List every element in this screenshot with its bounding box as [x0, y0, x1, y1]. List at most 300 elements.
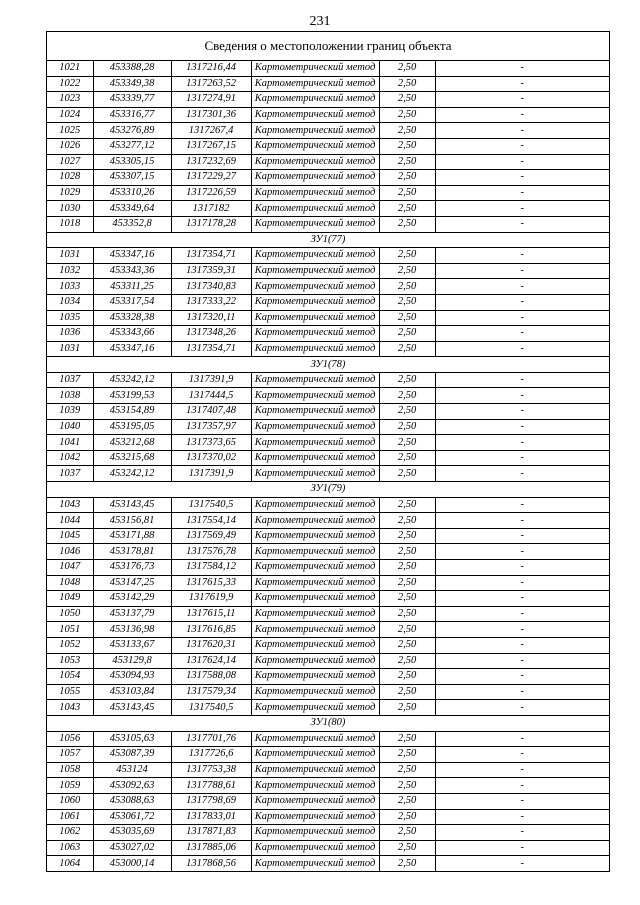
method-cell: Картометрический метод: [251, 825, 379, 841]
method-cell: Картометрический метод: [251, 326, 379, 342]
y-coordinate-cell: 1317263,52: [171, 76, 251, 92]
accuracy-cell: 2,50: [379, 294, 435, 310]
y-coordinate-cell: 1317885,06: [171, 840, 251, 856]
x-coordinate-cell: 453143,45: [93, 700, 171, 716]
x-coordinate-cell: 453339,77: [93, 92, 171, 108]
method-cell: Картометрический метод: [251, 435, 379, 451]
x-coordinate-cell: 453105,63: [93, 731, 171, 747]
y-coordinate-cell: 1317232,69: [171, 154, 251, 170]
y-coordinate-cell: 1317226,59: [171, 185, 251, 201]
note-cell: -: [435, 700, 609, 716]
accuracy-cell: 2,50: [379, 248, 435, 264]
note-cell: -: [435, 107, 609, 123]
point-number-cell: 1023: [47, 92, 93, 108]
note-cell: -: [435, 731, 609, 747]
page-number: 231: [309, 14, 331, 29]
point-number-cell: 1030: [47, 201, 93, 217]
y-coordinate-cell: 1317216,44: [171, 61, 251, 76]
note-cell: -: [435, 123, 609, 139]
x-coordinate-cell: 453133,67: [93, 637, 171, 653]
x-coordinate-cell: 453349,64: [93, 201, 171, 217]
method-cell: Картометрический метод: [251, 170, 379, 186]
table-row: [47, 138, 609, 154]
x-coordinate-cell: 453212,68: [93, 435, 171, 451]
y-coordinate-cell: 1317370,02: [171, 450, 251, 466]
x-coordinate-cell: 453156,81: [93, 513, 171, 529]
method-cell: Картометрический метод: [251, 700, 379, 716]
table-row: [47, 762, 609, 778]
accuracy-cell: 2,50: [379, 637, 435, 653]
y-coordinate-cell: 1317340,83: [171, 279, 251, 295]
accuracy-cell: 2,50: [379, 450, 435, 466]
x-coordinate-cell: 453347,16: [93, 248, 171, 264]
accuracy-cell: 2,50: [379, 92, 435, 108]
note-cell: -: [435, 856, 609, 871]
point-number-cell: 1031: [47, 341, 93, 357]
accuracy-cell: 2,50: [379, 622, 435, 638]
table-row: [47, 731, 609, 747]
table-row: [47, 294, 609, 310]
note-cell: -: [435, 216, 609, 232]
y-coordinate-cell: 1317579,34: [171, 684, 251, 700]
y-coordinate-cell: 1317726,6: [171, 747, 251, 763]
x-coordinate-cell: 453176,73: [93, 560, 171, 576]
x-coordinate-cell: 453316,77: [93, 107, 171, 123]
x-coordinate-cell: 453311,25: [93, 279, 171, 295]
note-cell: -: [435, 528, 609, 544]
table-row: [47, 76, 609, 92]
accuracy-cell: 2,50: [379, 809, 435, 825]
point-number-cell: 1060: [47, 793, 93, 809]
accuracy-cell: 2,50: [379, 123, 435, 139]
point-number-cell: 1042: [47, 450, 93, 466]
point-number-cell: 1027: [47, 154, 93, 170]
x-coordinate-cell: 453143,45: [93, 497, 171, 513]
accuracy-cell: 2,50: [379, 341, 435, 357]
table-row: [47, 201, 609, 217]
method-cell: Картометрический метод: [251, 76, 379, 92]
method-cell: Картометрический метод: [251, 762, 379, 778]
y-coordinate-cell: 1317333,22: [171, 294, 251, 310]
table-row: [47, 669, 609, 685]
table-row: [47, 61, 609, 76]
accuracy-cell: 2,50: [379, 419, 435, 435]
table-row: [47, 248, 609, 264]
x-coordinate-cell: 453305,15: [93, 154, 171, 170]
y-coordinate-cell: 1317320,11: [171, 310, 251, 326]
method-cell: Картометрический метод: [251, 560, 379, 576]
table-row: [47, 92, 609, 108]
table-row: [47, 653, 609, 669]
accuracy-cell: 2,50: [379, 684, 435, 700]
note-cell: -: [435, 747, 609, 763]
y-coordinate-cell: 1317615,11: [171, 606, 251, 622]
section-label: ЗУ1(77): [47, 232, 609, 248]
method-cell: Картометрический метод: [251, 294, 379, 310]
y-coordinate-cell: 1317620,31: [171, 637, 251, 653]
note-cell: -: [435, 825, 609, 841]
y-coordinate-cell: 1317868,56: [171, 856, 251, 871]
section-label: ЗУ1(80): [47, 715, 609, 731]
point-number-cell: 1032: [47, 263, 93, 279]
accuracy-cell: 2,50: [379, 372, 435, 388]
table-row: [47, 856, 609, 871]
point-number-cell: 1040: [47, 419, 93, 435]
y-coordinate-cell: 1317624,14: [171, 653, 251, 669]
accuracy-cell: 2,50: [379, 762, 435, 778]
accuracy-cell: 2,50: [379, 606, 435, 622]
point-number-cell: 1044: [47, 513, 93, 529]
accuracy-cell: 2,50: [379, 435, 435, 451]
table-row: [47, 575, 609, 591]
x-coordinate-cell: 453242,12: [93, 466, 171, 482]
point-number-cell: 1046: [47, 544, 93, 560]
table-row: [47, 466, 609, 482]
point-number-cell: 1024: [47, 107, 93, 123]
table-row: [47, 684, 609, 700]
table-row: [47, 170, 609, 186]
method-cell: Картометрический метод: [251, 279, 379, 295]
y-coordinate-cell: 1317615,33: [171, 575, 251, 591]
method-cell: Картометрический метод: [251, 404, 379, 420]
y-coordinate-cell: 1317359,31: [171, 263, 251, 279]
section-header-row: [47, 232, 609, 248]
accuracy-cell: 2,50: [379, 560, 435, 576]
accuracy-cell: 2,50: [379, 201, 435, 217]
method-cell: Картометрический метод: [251, 684, 379, 700]
accuracy-cell: 2,50: [379, 856, 435, 871]
method-cell: Картометрический метод: [251, 201, 379, 217]
y-coordinate-cell: 1317540,5: [171, 497, 251, 513]
x-coordinate-cell: 453215,68: [93, 450, 171, 466]
x-coordinate-cell: 453178,81: [93, 544, 171, 560]
note-cell: -: [435, 793, 609, 809]
note-cell: -: [435, 61, 609, 76]
y-coordinate-cell: 1317833,01: [171, 809, 251, 825]
method-cell: Картометрический метод: [251, 513, 379, 529]
point-number-cell: 1025: [47, 123, 93, 139]
y-coordinate-cell: 1317229,27: [171, 170, 251, 186]
x-coordinate-cell: 453307,15: [93, 170, 171, 186]
y-coordinate-cell: 1317267,15: [171, 138, 251, 154]
x-coordinate-cell: 453027,02: [93, 840, 171, 856]
method-cell: Картометрический метод: [251, 575, 379, 591]
point-number-cell: 1062: [47, 825, 93, 841]
table-row: [47, 513, 609, 529]
note-cell: -: [435, 326, 609, 342]
point-number-cell: 1054: [47, 669, 93, 685]
method-cell: Картометрический метод: [251, 809, 379, 825]
method-cell: Картометрический метод: [251, 107, 379, 123]
x-coordinate-cell: 453035,69: [93, 825, 171, 841]
y-coordinate-cell: 1317584,12: [171, 560, 251, 576]
x-coordinate-cell: 453124: [93, 762, 171, 778]
x-coordinate-cell: 453388,28: [93, 61, 171, 76]
table-row: [47, 154, 609, 170]
x-coordinate-cell: 453137,79: [93, 606, 171, 622]
point-number-cell: 1037: [47, 372, 93, 388]
accuracy-cell: 2,50: [379, 61, 435, 76]
table-row: [47, 622, 609, 638]
point-number-cell: 1036: [47, 326, 93, 342]
point-number-cell: 1022: [47, 76, 93, 92]
note-cell: -: [435, 684, 609, 700]
coordinates-table-body: [47, 61, 609, 871]
method-cell: Картометрический метод: [251, 310, 379, 326]
point-number-cell: 1037: [47, 466, 93, 482]
method-cell: Картометрический метод: [251, 341, 379, 357]
accuracy-cell: 2,50: [379, 185, 435, 201]
x-coordinate-cell: 453136,98: [93, 622, 171, 638]
y-coordinate-cell: 1317701,76: [171, 731, 251, 747]
accuracy-cell: 2,50: [379, 497, 435, 513]
section-header-row: [47, 482, 609, 498]
note-cell: -: [435, 450, 609, 466]
point-number-cell: 1043: [47, 497, 93, 513]
table-row: [47, 497, 609, 513]
note-cell: -: [435, 388, 609, 404]
point-number-cell: 1039: [47, 404, 93, 420]
note-cell: -: [435, 513, 609, 529]
accuracy-cell: 2,50: [379, 263, 435, 279]
table-row: [47, 560, 609, 576]
y-coordinate-cell: 1317798,69: [171, 793, 251, 809]
method-cell: Картометрический метод: [251, 216, 379, 232]
note-cell: -: [435, 840, 609, 856]
table-row: [47, 185, 609, 201]
table-row: [47, 107, 609, 123]
method-cell: Картометрический метод: [251, 92, 379, 108]
note-cell: -: [435, 154, 609, 170]
x-coordinate-cell: 453277,12: [93, 138, 171, 154]
note-cell: -: [435, 560, 609, 576]
point-number-cell: 1061: [47, 809, 93, 825]
accuracy-cell: 2,50: [379, 544, 435, 560]
x-coordinate-cell: 453276,89: [93, 123, 171, 139]
note-cell: -: [435, 201, 609, 217]
x-coordinate-cell: 453199,53: [93, 388, 171, 404]
note-cell: -: [435, 170, 609, 186]
table-row: [47, 216, 609, 232]
x-coordinate-cell: 453328,38: [93, 310, 171, 326]
accuracy-cell: 2,50: [379, 840, 435, 856]
point-number-cell: 1055: [47, 684, 93, 700]
method-cell: Картометрический метод: [251, 138, 379, 154]
method-cell: Картометрический метод: [251, 653, 379, 669]
method-cell: Картометрический метод: [251, 747, 379, 763]
section-label: ЗУ1(79): [47, 482, 609, 498]
accuracy-cell: 2,50: [379, 778, 435, 794]
note-cell: -: [435, 606, 609, 622]
point-number-cell: 1035: [47, 310, 93, 326]
y-coordinate-cell: 1317554,14: [171, 513, 251, 529]
accuracy-cell: 2,50: [379, 388, 435, 404]
y-coordinate-cell: 1317788,61: [171, 778, 251, 794]
point-number-cell: 1018: [47, 216, 93, 232]
coordinates-table: [47, 61, 609, 871]
note-cell: -: [435, 138, 609, 154]
point-number-cell: 1063: [47, 840, 93, 856]
point-number-cell: 1029: [47, 185, 93, 201]
method-cell: Картометрический метод: [251, 248, 379, 264]
y-coordinate-cell: 1317619,9: [171, 591, 251, 607]
method-cell: Картометрический метод: [251, 840, 379, 856]
y-coordinate-cell: 1317391,9: [171, 372, 251, 388]
y-coordinate-cell: 1317354,71: [171, 248, 251, 264]
table-row: [47, 450, 609, 466]
x-coordinate-cell: 453094,93: [93, 669, 171, 685]
accuracy-cell: 2,50: [379, 575, 435, 591]
x-coordinate-cell: 453061,72: [93, 809, 171, 825]
point-number-cell: 1031: [47, 248, 93, 264]
y-coordinate-cell: 1317348,26: [171, 326, 251, 342]
method-cell: Картометрический метод: [251, 450, 379, 466]
y-coordinate-cell: 1317391,9: [171, 466, 251, 482]
y-coordinate-cell: 1317373,65: [171, 435, 251, 451]
method-cell: Картометрический метод: [251, 793, 379, 809]
accuracy-cell: 2,50: [379, 154, 435, 170]
accuracy-cell: 2,50: [379, 731, 435, 747]
x-coordinate-cell: 453147,25: [93, 575, 171, 591]
boundary-table-container: [46, 31, 610, 872]
accuracy-cell: 2,50: [379, 747, 435, 763]
point-number-cell: 1026: [47, 138, 93, 154]
y-coordinate-cell: 1317407,48: [171, 404, 251, 420]
note-cell: -: [435, 778, 609, 794]
table-row: [47, 279, 609, 295]
method-cell: Картометрический метод: [251, 778, 379, 794]
table-row: [47, 840, 609, 856]
point-number-cell: 1041: [47, 435, 93, 451]
note-cell: -: [435, 263, 609, 279]
table-title: Сведения о местоположении границ объекта: [47, 32, 609, 61]
method-cell: Картометрический метод: [251, 591, 379, 607]
x-coordinate-cell: 453310,26: [93, 185, 171, 201]
method-cell: Картометрический метод: [251, 669, 379, 685]
y-coordinate-cell: 1317354,71: [171, 341, 251, 357]
x-coordinate-cell: 453171,88: [93, 528, 171, 544]
method-cell: Картометрический метод: [251, 61, 379, 76]
note-cell: -: [435, 622, 609, 638]
point-number-cell: 1038: [47, 388, 93, 404]
y-coordinate-cell: 1317182: [171, 201, 251, 217]
accuracy-cell: 2,50: [379, 591, 435, 607]
x-coordinate-cell: 453142,29: [93, 591, 171, 607]
accuracy-cell: 2,50: [379, 279, 435, 295]
method-cell: Картометрический метод: [251, 497, 379, 513]
table-row: [47, 372, 609, 388]
accuracy-cell: 2,50: [379, 310, 435, 326]
method-cell: Картометрический метод: [251, 637, 379, 653]
table-row: [47, 591, 609, 607]
point-number-cell: 1033: [47, 279, 93, 295]
y-coordinate-cell: 1317444,5: [171, 388, 251, 404]
point-number-cell: 1058: [47, 762, 93, 778]
y-coordinate-cell: 1317267,4: [171, 123, 251, 139]
x-coordinate-cell: 453349,38: [93, 76, 171, 92]
table-row: [47, 700, 609, 716]
note-cell: -: [435, 653, 609, 669]
note-cell: -: [435, 248, 609, 264]
accuracy-cell: 2,50: [379, 793, 435, 809]
method-cell: Картометрический метод: [251, 185, 379, 201]
accuracy-cell: 2,50: [379, 170, 435, 186]
method-cell: Картометрический метод: [251, 622, 379, 638]
section-header-row: [47, 357, 609, 373]
accuracy-cell: 2,50: [379, 107, 435, 123]
section-label: ЗУ1(78): [47, 357, 609, 373]
note-cell: -: [435, 497, 609, 513]
table-row: [47, 310, 609, 326]
point-number-cell: 1028: [47, 170, 93, 186]
note-cell: -: [435, 544, 609, 560]
y-coordinate-cell: 1317588,08: [171, 669, 251, 685]
y-coordinate-cell: 1317178,28: [171, 216, 251, 232]
note-cell: -: [435, 435, 609, 451]
method-cell: Картометрический метод: [251, 263, 379, 279]
y-coordinate-cell: 1317540,5: [171, 700, 251, 716]
accuracy-cell: 2,50: [379, 216, 435, 232]
accuracy-cell: 2,50: [379, 466, 435, 482]
accuracy-cell: 2,50: [379, 326, 435, 342]
table-row: [47, 123, 609, 139]
note-cell: -: [435, 575, 609, 591]
accuracy-cell: 2,50: [379, 513, 435, 529]
table-row: [47, 778, 609, 794]
note-cell: -: [435, 76, 609, 92]
x-coordinate-cell: 453343,66: [93, 326, 171, 342]
note-cell: -: [435, 279, 609, 295]
method-cell: Картометрический метод: [251, 372, 379, 388]
y-coordinate-cell: 1317616,85: [171, 622, 251, 638]
point-number-cell: 1050: [47, 606, 93, 622]
x-coordinate-cell: 453129,8: [93, 653, 171, 669]
note-cell: -: [435, 185, 609, 201]
note-cell: -: [435, 809, 609, 825]
note-cell: -: [435, 92, 609, 108]
method-cell: Картометрический метод: [251, 123, 379, 139]
method-cell: Картометрический метод: [251, 856, 379, 871]
y-coordinate-cell: 1317753,38: [171, 762, 251, 778]
table-row: [47, 326, 609, 342]
accuracy-cell: 2,50: [379, 76, 435, 92]
x-coordinate-cell: 453154,89: [93, 404, 171, 420]
method-cell: Картометрический метод: [251, 544, 379, 560]
table-row: [47, 341, 609, 357]
section-header-row: [47, 715, 609, 731]
method-cell: Картометрический метод: [251, 466, 379, 482]
accuracy-cell: 2,50: [379, 404, 435, 420]
x-coordinate-cell: 453103,84: [93, 684, 171, 700]
method-cell: Картометрический метод: [251, 731, 379, 747]
accuracy-cell: 2,50: [379, 825, 435, 841]
note-cell: -: [435, 762, 609, 778]
note-cell: -: [435, 294, 609, 310]
point-number-cell: 1052: [47, 637, 93, 653]
x-coordinate-cell: 453087,39: [93, 747, 171, 763]
accuracy-cell: 2,50: [379, 669, 435, 685]
table-row: [47, 435, 609, 451]
point-number-cell: 1047: [47, 560, 93, 576]
note-cell: -: [435, 404, 609, 420]
y-coordinate-cell: 1317301,36: [171, 107, 251, 123]
table-row: [47, 747, 609, 763]
note-cell: -: [435, 341, 609, 357]
x-coordinate-cell: 453242,12: [93, 372, 171, 388]
table-row: [47, 544, 609, 560]
table-row: [47, 263, 609, 279]
x-coordinate-cell: 453343,36: [93, 263, 171, 279]
